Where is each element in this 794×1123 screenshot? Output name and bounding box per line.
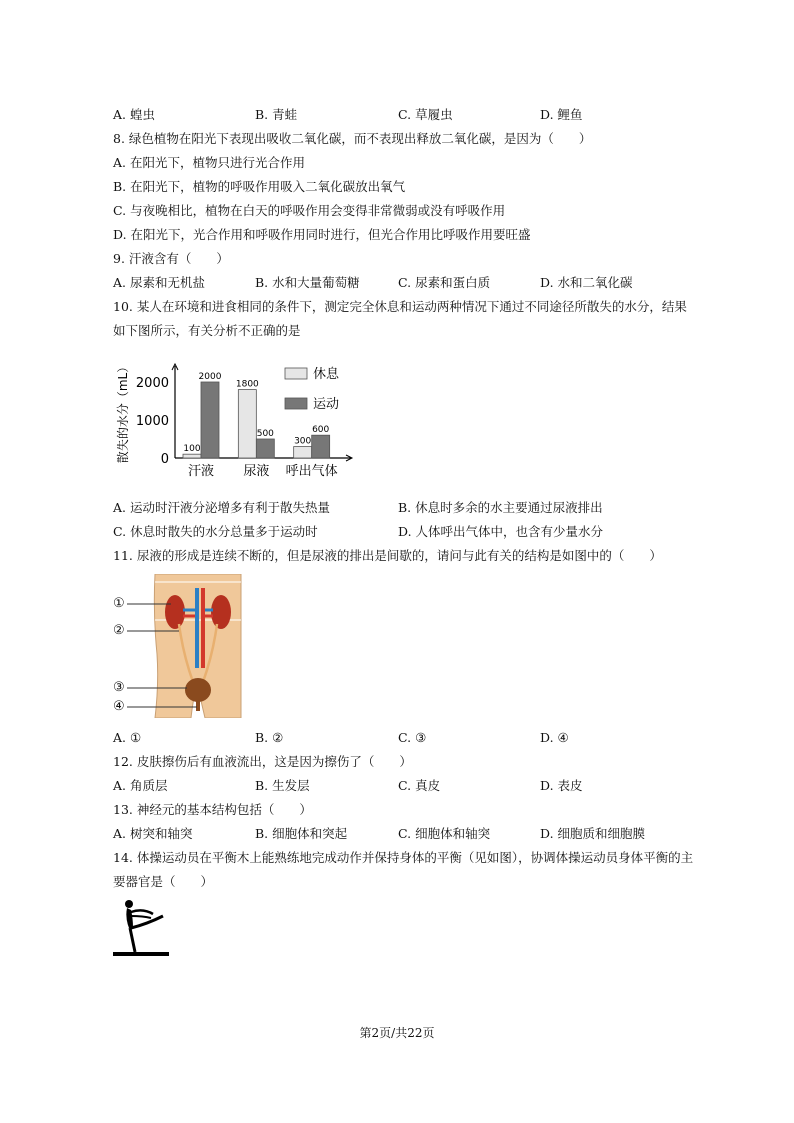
q9-option-c: C. 尿素和蛋白质 bbox=[398, 275, 491, 290]
q10-stem-line2: 如下图所示，有关分析不正确的是 bbox=[113, 323, 301, 338]
bar-rest bbox=[238, 390, 256, 458]
q11-option-c: C. ③ bbox=[398, 730, 427, 745]
q10-option-c: C. 休息时散失的水分总量多于运动时 bbox=[113, 524, 318, 539]
q10-option-d: D. 人体呼出气体中，也含有少量水分 bbox=[398, 524, 604, 539]
q10-options-row1 bbox=[113, 500, 713, 516]
bar-rest bbox=[183, 454, 201, 458]
q12-stem: 12. 皮肤擦伤后有血液流出，这是因为擦伤了（ ） bbox=[113, 754, 412, 769]
q8-option-a: A. 在阳光下，植物只进行光合作用 bbox=[113, 155, 305, 170]
q11-options bbox=[113, 730, 713, 746]
q10-stem-line1: 10. 某人在环境和进食相同的条件下，测定完全休息和运动两种情况下通过不同途径所散失的水分，结果 bbox=[113, 299, 687, 314]
chart-legend bbox=[285, 366, 340, 412]
q7-options bbox=[113, 107, 713, 123]
q14-stem-line1: 14. 体操运动员在平衡木上能熟练地完成动作并保持身体的平衡（见如图），协调体操运动员身体平衡的主 bbox=[113, 850, 694, 865]
q12-option-a: A. 角质层 bbox=[113, 778, 168, 793]
y-tick-label: 1000 bbox=[135, 414, 169, 429]
y-tick-label: 2000 bbox=[135, 376, 169, 391]
bar-exercise bbox=[312, 435, 330, 458]
q10-option-a: A. 运动时汗液分泌增多有利于散失热量 bbox=[113, 500, 330, 515]
q11-option-d: D. ④ bbox=[540, 730, 569, 745]
q8-option-d: D. 在阳光下，光合作用和呼吸作用同时进行，但光合作用比呼吸作用要旺盛 bbox=[113, 227, 531, 242]
q8-option-c: C. 与夜晚相比，植物在白天的呼吸作用会变得非常微弱或没有呼吸作用 bbox=[113, 203, 506, 218]
q9-option-d: D. 水和二氧化碳 bbox=[540, 275, 633, 290]
q10-options-row2 bbox=[113, 524, 713, 540]
urinary-system-figure bbox=[113, 574, 243, 718]
legend-label: 运动 bbox=[313, 397, 340, 412]
q9-option-b: B. 水和大量葡萄糖 bbox=[255, 275, 360, 290]
bar-value-label: 1800 bbox=[235, 379, 259, 390]
q13-stem: 13. 神经元的基本结构包括（ ） bbox=[113, 802, 312, 817]
figure-label-3: ③ bbox=[113, 680, 125, 695]
bar-value-label: 300 bbox=[294, 436, 312, 447]
bar-value-label: 500 bbox=[256, 429, 274, 439]
legend-label: 休息 bbox=[313, 367, 340, 382]
y-axis-label: 散失的水分（mL） bbox=[116, 360, 130, 464]
q13-option-a: A. 树突和轴突 bbox=[113, 826, 193, 841]
x-category-label: 呼出气体 bbox=[285, 464, 338, 479]
q13-option-b: B. 细胞体和突起 bbox=[255, 826, 348, 841]
bar-value-label: 600 bbox=[312, 425, 330, 436]
q11-option-b: B. ② bbox=[255, 730, 284, 745]
figure-label-1: ① bbox=[113, 596, 125, 611]
q12-option-b: B. 生发层 bbox=[255, 778, 310, 793]
q9-stem: 9. 汗液含有（ ） bbox=[113, 251, 229, 266]
page-footer: 第2页/共22页 bbox=[359, 1026, 435, 1040]
q12-option-d: D. 表皮 bbox=[540, 778, 583, 793]
q7-option-d: D. 鲤鱼 bbox=[540, 107, 583, 122]
q8-option-b: B. 在阳光下，植物的呼吸作用吸入二氧化碳放出氧气 bbox=[113, 179, 406, 194]
bar-rest bbox=[294, 447, 312, 458]
water-loss-bar-chart bbox=[113, 352, 373, 482]
legend-swatch bbox=[285, 368, 307, 379]
q10-option-b: B. 休息时多余的水主要通过尿液排出 bbox=[398, 500, 603, 515]
q14-stem-line2: 要器官是（ ） bbox=[113, 874, 214, 889]
q13-option-d: D. 细胞质和细胞膜 bbox=[540, 826, 646, 841]
q7-option-a: A. 蝗虫 bbox=[113, 107, 155, 122]
q7-option-c: C. 草履虫 bbox=[398, 107, 453, 122]
y-tick-label: 0 bbox=[160, 452, 169, 467]
q9-option-a: A. 尿素和无机盐 bbox=[113, 275, 205, 290]
legend-swatch bbox=[285, 398, 307, 409]
q11-stem: 11. 尿液的形成是连续不断的，但是尿液的排出是间歇的，请问与此有关的结构是如图中的（ ） bbox=[113, 548, 662, 563]
q12-option-c: C. 真皮 bbox=[398, 778, 441, 793]
bar-exercise bbox=[256, 439, 274, 458]
figure-label-4: ④ bbox=[113, 699, 125, 714]
q8-stem: 8. 绿色植物在阳光下表现出吸收二氧化碳，而不表现出释放二氧化碳，是因为（ ） bbox=[113, 131, 592, 146]
x-category-label: 汗液 bbox=[187, 464, 215, 479]
q7-option-b: B. 青蛙 bbox=[255, 107, 298, 122]
gymnast-balance-beam-figure bbox=[113, 898, 169, 958]
q9-options bbox=[113, 275, 713, 291]
figure-label-2: ② bbox=[113, 623, 125, 638]
bar-value-label: 2000 bbox=[198, 372, 222, 382]
bar-value-label: 100 bbox=[183, 444, 201, 455]
x-category-label: 尿液 bbox=[243, 464, 270, 479]
q13-option-c: C. 细胞体和轴突 bbox=[398, 826, 491, 841]
q11-option-a: A. ① bbox=[113, 730, 142, 745]
urinary-system-illustration bbox=[113, 574, 243, 718]
bar-exercise bbox=[201, 382, 219, 458]
q13-options bbox=[113, 826, 713, 842]
q12-options bbox=[113, 778, 713, 794]
